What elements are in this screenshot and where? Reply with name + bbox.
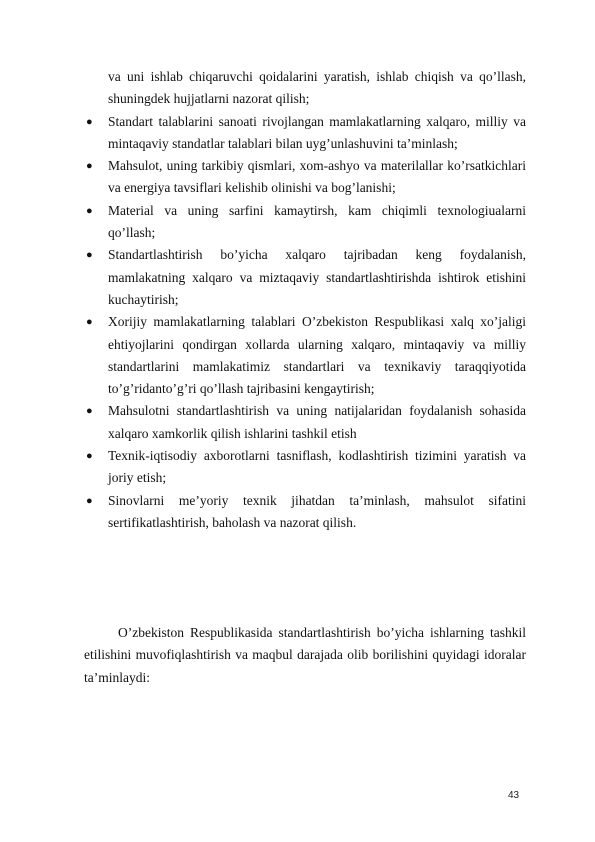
- list-item: [84, 200, 526, 245]
- closing-paragraph: O’zbekiston Respublikasida standartlashtirish bo’yicha ishlarning tashkil etilishini muvofiqlashtirish va maqbul darajada olib borilishini quyidagi idoralar ta’minlaydi:: [84, 625, 526, 685]
- list-item-text: Xorijiy mamlakatlarning talablari O’zbekiston Respublikasi xalq xo’jaligi ehtiyojlarini qondirgan xollarda ularning xalqaro, mintaqaviy va milliy standartlarini mamlakatimiz standartlari va texnikaviy taraqqiyotida to’g’ridanto’g’ri qo’llash tajribasini kengaytirish;: [108, 314, 526, 397]
- intro-continuation: va uni ishlab chiqaruvchi qoidalarini yaratish, ishlab chiqish va qo’llash, shuningdek hujjatlarni nazorat qilish;: [108, 69, 526, 107]
- bullet-icon: ●: [86, 204, 93, 217]
- list-item: [84, 155, 526, 200]
- bullet-icon: ●: [86, 249, 93, 262]
- bullet-icon: ●: [86, 115, 93, 128]
- bullet-icon: ●: [86, 316, 93, 329]
- list-item-text: Standart talablarini sanoati rivojlangan mamlakatlarning xalqaro, milliy va mintaqaviy standatlar talablari bilan uyg’unlashuvini ta’minlash;: [108, 113, 526, 151]
- bullet-icon: ●: [86, 160, 93, 173]
- bullet-icon: ●: [86, 450, 93, 463]
- text-body: [84, 66, 526, 534]
- list-item: [84, 311, 526, 400]
- list-item: [84, 445, 526, 490]
- list-item: [84, 400, 526, 445]
- list-item-text: Mahsulot, uning tarkibiy qismlari, xom-ashyo va materilallar ko’rsatkichlari va energiya tavsiflari kelishib olinishi va bog’lanishi;: [108, 158, 526, 196]
- list-item: [84, 244, 526, 311]
- list-item: [84, 111, 526, 156]
- bullet-icon: ●: [86, 405, 93, 418]
- list-item: [84, 490, 526, 535]
- list-item-text: Mahsulotni standartlashtirish va uning natijalaridan foydalanish sohasida xalqaro xamkorlik qilish ishlarini tashkil etish: [108, 403, 526, 441]
- list-item-text: Texnik-iqtisodiy axborotlarni tasniflash, kodlashtirish tizimini yaratish va joriy etish;: [108, 448, 526, 486]
- list-item-text: Sinovlarni me’yoriy texnik jihatdan ta’minlash, mahsulot sifatini sertifikatlashtirish, baholash va nazorat qilish.: [108, 492, 526, 530]
- list-item-text: Material va uning sarfini kamaytirsh, kam chiqimli texnologiualarni qo’llash;: [108, 202, 526, 241]
- list-item-text: Standartlashtirish bo’yicha xalqaro tajribadan keng foydalanish, mamlakatning xalqaro va miztaqaviy standartlashtirishda ishtirok etishini kuchaytirish;: [108, 247, 526, 307]
- page-number: 43: [508, 790, 520, 801]
- bullet-icon: ●: [86, 494, 93, 507]
